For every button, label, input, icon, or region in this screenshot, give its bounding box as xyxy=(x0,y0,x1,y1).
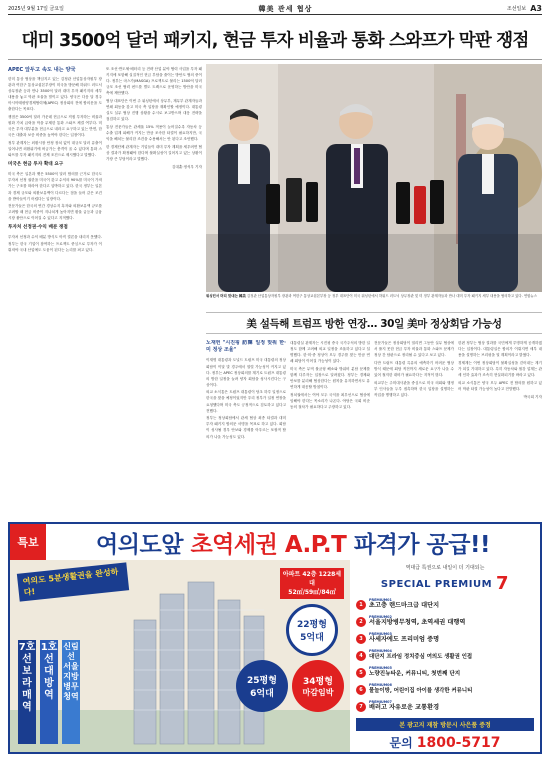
paragraph: 정부는 정상회담에서 관세 협상 최종 타결과 대미 투자 패키지 합의문 서명을 목표로 하고 있다. 회담이 성사될 경우 안보와 경제를 아우르는 포괄적 합의가 나올 가능성도 있다. xyxy=(206,416,286,439)
premium-text: 사세자에도 프리미엄 증명 xyxy=(369,636,440,643)
station-label-3: 신림선 서울지방병무청역 xyxy=(62,640,80,744)
premium-number: 4 xyxy=(356,651,366,661)
station-label-1: 7호선 보라매역 xyxy=(18,640,36,744)
badge-25-size: 25평형 xyxy=(247,676,277,686)
premium-label: PREMIUM04 xyxy=(369,649,392,653)
article-mid-column xyxy=(106,66,202,512)
subheading: 미국은 현금 투자 확대 요구 xyxy=(8,162,64,168)
badge-22-size: 22평형 xyxy=(297,620,327,630)
ad-banner: 여의도 5분생활권을 완성하다! xyxy=(17,562,129,601)
premium-text: 서울지방병무청역, 초역세권 대행역 xyxy=(369,619,466,626)
paragraph: 미국 측은 일본과 맺은 5500억 달러 합의를 근거로 한국도 투자처 선정 권한을 미국이 갖고 수익의 90%를 미국이 가져가는 구조를 따라야 한다고 압박하고 있다. 한국 정부는 일본과 경제 규모와 외환보유액이 다르다는 점을 들어 같은 조건을 받아들이기 어렵다는 입장이다. xyxy=(8,172,102,201)
premium-text: 대단지 프라임 정치중심 여의도 생활권 인접 xyxy=(369,654,473,660)
premium-number: 1 xyxy=(356,600,366,610)
paragraph: 한 경제단체 관계자는 기업들이 대미 투자 계획을 세우려면 협상 결과가 확정돼야 한다며 불확실성이 길어지고 있는 상황이 가장 큰 부담이라고 말했다. xyxy=(106,144,202,161)
paragraph: 협상 대표단은 이번 주 워싱턴에서 상무부, 재무부 관계자들과 연쇄 회동을 갖고 미국 측 입장을 재확인할 예정이다. 대통령실도 실무 협상 진행 상황을 수시로 보고받으며 대응 전략을 점검하고 있다. xyxy=(106,98,202,122)
premium-seven: 7 xyxy=(496,573,510,594)
premium-item xyxy=(356,615,534,630)
premium-note: 역대급 특권으로 내일이 더 기대되는 xyxy=(405,565,485,571)
station-label-2: 1호선 대방역 xyxy=(40,640,58,744)
unit-count: 아파트 42층 1228세대 xyxy=(282,571,342,587)
premium-number: 3 xyxy=(356,634,366,644)
ad-visual xyxy=(10,560,350,752)
premium-label: PREMIUM01 xyxy=(369,598,392,602)
masthead-paper: 조선일보 xyxy=(506,6,527,12)
paragraph: 쟁점은 3500억 달러 가운데 현금으로 직접 투자하는 비율과 원화 가치 급락을 막을 무제한 통화 스와프 체결 여부다. 미국은 투자 대부분을 현금으로 내라고 요구하고 있는 반면, 한국은 대출과 보증 비중을 높여야 한다는 입장이다. xyxy=(8,115,102,138)
premium-title xyxy=(356,573,534,594)
news-photo xyxy=(206,64,542,292)
photo-caption xyxy=(206,294,542,299)
real-estate-advertisement[interactable] xyxy=(8,522,542,754)
paragraph: 대통령실 관계자는 시진핑 중국 국가주석의 방한 일정도 함께 고려해 외교 일정을 조율하고 있다고 설명했다. 한·미·중 정상이 모두 경주를 찾는 만큼 연쇄 회담이 이어질 가능성이 있다. xyxy=(290,341,370,364)
unit-sizes: 52㎡/59㎡/84㎡ xyxy=(288,589,336,596)
pull-quote: 노재헌 "시진핑 訪韓 일정 맞춰 한·미 정상 조율" xyxy=(206,340,286,354)
premium-title-text: SPECIAL PREMIUM xyxy=(380,579,493,590)
ad-title-highlight: 초역세권 A.P.T xyxy=(190,531,347,558)
masthead-date: 2025년 9월 17일 금요일 xyxy=(8,6,65,12)
paragraph: 또 조선·반도체·배터리 등 전략 산업 분야 협력 사업을 투자 패키지에 포함해 실질적인 현금 부담을 줄이는 방안도 협의 중이다. 정부는 마스가(MASGA) 프로젝트로 불리는 1500억 달러 규모 조선 협력 펀드를 별도 트랙으로 운영하는 방안을 미국 측에 제안했다. xyxy=(106,67,202,96)
paragraph: 정부 관계자는 외환시장 안정 장치 없이 대규모 달러 유출이 일어나면 외환위기에 버금가는 충격이 올 수 있다며 통화 스와프를 투자 패키지의 전제 조건으로 제시했다고 말했다. xyxy=(8,140,102,158)
subheading: 투자처 선정권·수익 배분 쟁점 xyxy=(8,225,68,231)
ad-header xyxy=(10,524,540,560)
premium-label: PREMIUM02 xyxy=(369,615,392,619)
premium-text: 배러고 자유로운 교통환경 xyxy=(369,704,440,711)
premium-label: PREMIUM03 xyxy=(369,632,392,636)
article-lower-col-2 xyxy=(290,340,370,516)
paragraph: 한편 정부는 협상 결과를 국민에게 투명하게 공개하겠다는 입장이다. 대통령실은 합의가 이뤄지면 세부 내용을 설명하는 브리핑을 열 계획이라고 밝혔다. xyxy=(458,341,542,358)
paragraph: 전문가들은 정상회담이 열리면 그동안 실무 협상에서 풀지 못한 현금 투자 비율과 통화 스와프 문제가 정상 간 담판으로 정리될 수 있다고 보고 있다. xyxy=(374,341,454,358)
premium-item xyxy=(356,598,534,613)
article-lower-col-4 xyxy=(458,340,542,516)
premium-text: 노량진뉴타운, 커뮤니티, 첫번째 단지 xyxy=(369,671,461,677)
ad-title xyxy=(46,526,540,559)
premium-number: 2 xyxy=(356,617,366,627)
premium-text: 물놀이방, 어린이집 아이를 생각한 커뮤니티 xyxy=(369,688,473,694)
paragraph: 통상 전문가들은 관세율 15% 적용이 늦어질수록 자동차 등 수출 업계 피해가 커지는 만큼 조속한 타결이 필요하지만, 국익을 해치는 불리한 조건을 수용해서는 안 된다고 조언했다. xyxy=(106,124,202,142)
main-headline: 대미 3500억 달러 패키지, 현금 투자 비율과 통화 스와프가 막판 쟁점 xyxy=(8,20,542,60)
sub-headline: 美 설득해 트럼프 방한 연장… 30일 美마 정상회담 가능성 xyxy=(206,312,542,334)
paragraph: 경제계는 이번 정상회담이 불확실성을 걷어내는 계기가 되길 기대하고 있다. 특히 자동차와 철강 업계는 관세 인하 효과가 조속히 현실화되기를 바라고 있다. xyxy=(458,360,542,377)
byline: 김대훈·정석우 기자 xyxy=(171,164,202,169)
badge-25-price: 6억대 xyxy=(250,689,274,699)
paragraph: 이재명 대통령과 도널드 트럼프 미국 대통령의 정상회담이 이달 말 경주에서 열릴 가능성이 커지고 있다. 정부는 APEC 정상회의를 계기로 트럼프 대통령의 방한 일정을 늘려 양자 회담을 성사시킨다는 구상이다. xyxy=(206,358,286,387)
premium-item xyxy=(356,700,534,715)
special-premium-panel xyxy=(350,560,540,752)
badge-34 xyxy=(292,660,344,712)
photo-illustration xyxy=(206,64,542,292)
phone-number[interactable]: 1800-5717 xyxy=(416,735,501,751)
article-kicker: APEC 앞두고 속도 내는 양국 xyxy=(8,67,76,73)
paragraph: 외교 소식통은 트럼프 대통령이 당초 하루 일정으로 한국을 찾을 예정이었지만 우리 정부가 일정 연장을 요청했다며 미국 측도 긍정적으로 검토하고 있다고 전했다. xyxy=(206,390,286,413)
premium-number: 5 xyxy=(356,668,366,678)
badge-34-status: 마감임박 xyxy=(302,688,334,697)
ad-phone[interactable] xyxy=(356,734,534,751)
badge-25 xyxy=(236,660,288,712)
paragraph: 외교 소식통은 양국 모두 APEC 전 합의를 원하고 있어 막판 타결 가능성이 높다고 전망했다. xyxy=(458,380,542,391)
paragraph: 투자처 선정과 수익 배분 방식도 아직 결론을 내리지 못했다. 정부는 한국 기업이 참여하는 프로젝트 중심으로 투자가 이뤄져야 국내 산업에도 도움이 된다는 논리를 펴고 있다. xyxy=(8,235,102,252)
masthead-section: 韓美 관세 협상 xyxy=(258,4,313,13)
badge-22 xyxy=(286,604,338,656)
premium-label: PREMIUM05 xyxy=(369,666,392,670)
ad-title-post: 파격가 공급!! xyxy=(346,531,490,558)
caption-text: 김정관 산업통상자원부 장관과 여한구 통상교섭본부장 등 정부 대표단이 미국 워싱턴에서 하워드 러트닉 상무장관 및 미 정부 관계자들과 만나 대미 투자 패키지 세부 내용을 협의하고 있다. 연합뉴스 xyxy=(246,294,537,298)
masthead-right xyxy=(507,4,542,13)
premium-item xyxy=(356,666,534,681)
ad-gift-notice: 본 광고지 재참 방문시 사은품 증정 xyxy=(356,718,534,731)
premium-number: 6 xyxy=(356,685,366,695)
page-number: A3 xyxy=(530,4,542,13)
byline: 박국희 기자 xyxy=(523,394,542,399)
unit-info xyxy=(280,568,344,599)
badge-22-price: 5억대 xyxy=(300,633,324,643)
premium-item xyxy=(356,683,534,698)
ad-title-pre: 여의도앞 xyxy=(96,531,191,558)
premium-label: PREMIUM07 xyxy=(369,700,392,704)
premium-item xyxy=(356,632,534,647)
premium-text: 초고층 랜드마크급 대단지 xyxy=(369,602,440,609)
premium-item xyxy=(356,649,534,664)
phone-label: 문의 xyxy=(389,736,413,750)
article-lower-col-1 xyxy=(206,340,286,516)
caption-title: 워싱턴서 머리 맞대는 韓美 xyxy=(206,294,246,298)
paragraph: 다만 트럼프 대통령 특유의 예측하기 어려운 협상 방식 때문에 회담 직전까지 새로운 요구가 나올 수 있어 철저한 대비가 필요하다는 지적이 많다. xyxy=(374,360,454,377)
ad-tag: 특보 xyxy=(10,524,46,560)
premium-label: PREMIUM06 xyxy=(369,683,392,687)
paragraph: 정치권에서는 여야 모두 국익을 최우선으로 협상에 임해야 한다는 목소리가 나온다. 야당은 국회 비준 동의 절차가 필요하다고 주장하고 있다. xyxy=(290,392,370,409)
paragraph: 전문가들은 한국의 연간 경상수지 흑자와 외환보유액 규모를 고려할 때 현금 비중이 지나치게 높아지면 환율 급등과 금융시장 불안으로 이어질 수 있다고 지적했다. xyxy=(8,204,102,221)
article-left-column xyxy=(8,66,102,512)
article-lower-col-3 xyxy=(374,340,454,516)
badge-34-size: 34평형 xyxy=(303,677,333,687)
paragraph: 한미 통상 협상을 책임지고 있는 김정관 산업통상자원부 장관과 여한구 통상교섭본부장이 미국을 방문해 하워드 러트닉 상무장관 등과 만나 3500억 달러 대미 투자 패키지의 세부 내용을 놓고 막판 조율을 벌이고 있다. 양국은 다음 달 경주 아시아태평양경제협력체(APEC) 정상회의 전에 합의문을 도출한다는 목표다. xyxy=(8,77,102,112)
paragraph: 외교부는 주미대사관을 중심으로 미국 의회와 행정부 인사들을 두루 접촉하며 한국 입장을 설명하는 작업을 병행하고 있다. xyxy=(374,380,454,397)
premium-number: 7 xyxy=(356,702,366,712)
masthead xyxy=(8,3,542,15)
paragraph: 미국 측은 무역 불균형 해소와 방위비 분담 문제를 함께 다루자는 입장으로 알려졌다. 정부는 경제와 안보를 분리해 협상한다는 원칙을 유지하면서도 유연하게 대응할 방침이다. xyxy=(290,366,370,390)
